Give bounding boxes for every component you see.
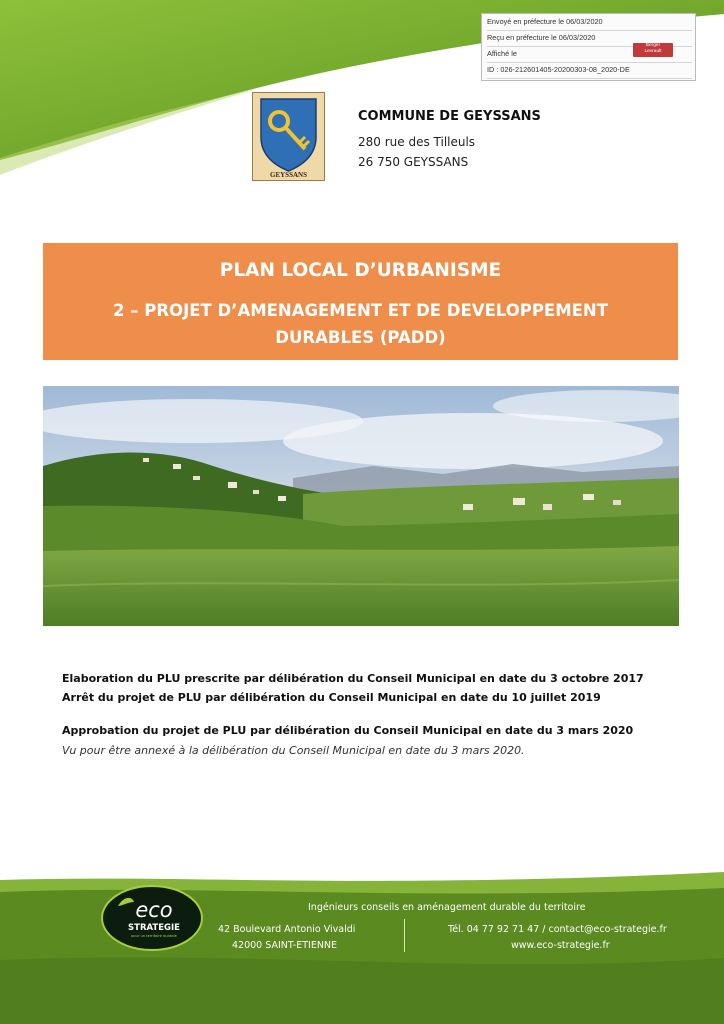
stamp-posted: Affiché le bbox=[487, 46, 692, 63]
commune-crest-logo bbox=[252, 92, 325, 181]
commune-street: 280 rue des Tilleuls bbox=[358, 135, 476, 149]
footer-website-link[interactable]: www.eco-strategie.fr bbox=[511, 940, 610, 951]
logo-tagline-text: pour un territoire durable bbox=[131, 934, 177, 938]
note-arret: Arrêt du projet de PLU par délibération du Conseil Municipal en date du 10 juillet 2019 bbox=[62, 691, 601, 704]
commune-name: COMMUNE DE GEYSSANS bbox=[358, 109, 541, 124]
footer-tagline: Ingénieurs conseils en aménagement durable du territoire bbox=[308, 902, 586, 913]
berger-levrault-logo bbox=[633, 43, 673, 57]
prefecture-stamp bbox=[481, 13, 696, 81]
title-subtitle-line2: DURABLES (PADD) bbox=[275, 328, 446, 347]
logo-text-levrault: Levrault bbox=[644, 49, 662, 54]
footer-address-city: 42000 SAINT-ETIENNE bbox=[232, 940, 338, 951]
note-approbation: Approbation du projet de PLU par délibération du Conseil Municipal en date du 3 mars 2020 bbox=[62, 724, 634, 737]
footer-contact: Tél. 04 77 92 71 47 / contact@eco-strategie.fr bbox=[448, 924, 667, 935]
note-elaboration: Elaboration du PLU prescrite par délibération du Conseil Municipal en date du 3 octobre 2017 bbox=[62, 672, 644, 685]
stamp-received: Reçu en préfecture le 06/03/2020 bbox=[487, 30, 692, 47]
landscape-photo bbox=[43, 386, 679, 626]
document-title-banner bbox=[43, 243, 678, 360]
stamp-id: ID : 026-212601405-20200303-08_2020-DE bbox=[487, 62, 692, 79]
title-subtitle-line1: 2 – PROJET D’AMENAGEMENT ET DE DEVELOPPEMENT bbox=[113, 301, 608, 320]
logo-strategie-text: STRATEGIE bbox=[128, 923, 180, 933]
logo-text-berger: Berger bbox=[645, 43, 661, 48]
footer-address-street: 42 Boulevard Antonio Vivaldi bbox=[218, 924, 356, 935]
title-main: PLAN LOCAL D’URBANISME bbox=[219, 260, 502, 281]
crest-caption: GEYSSANS bbox=[270, 171, 307, 179]
footer-divider bbox=[404, 919, 405, 952]
logo-eco-text: eco bbox=[135, 898, 173, 922]
key-shield-icon bbox=[253, 93, 324, 180]
stamp-sent: Envoyé en préfecture le 06/03/2020 bbox=[487, 14, 692, 31]
eco-strategie-logo bbox=[100, 884, 204, 952]
commune-city: 26 750 GEYSSANS bbox=[358, 155, 469, 169]
note-vu-annexe: Vu pour être annexé à la délibération du Conseil Municipal en date du 3 mars 2020. bbox=[62, 744, 525, 757]
